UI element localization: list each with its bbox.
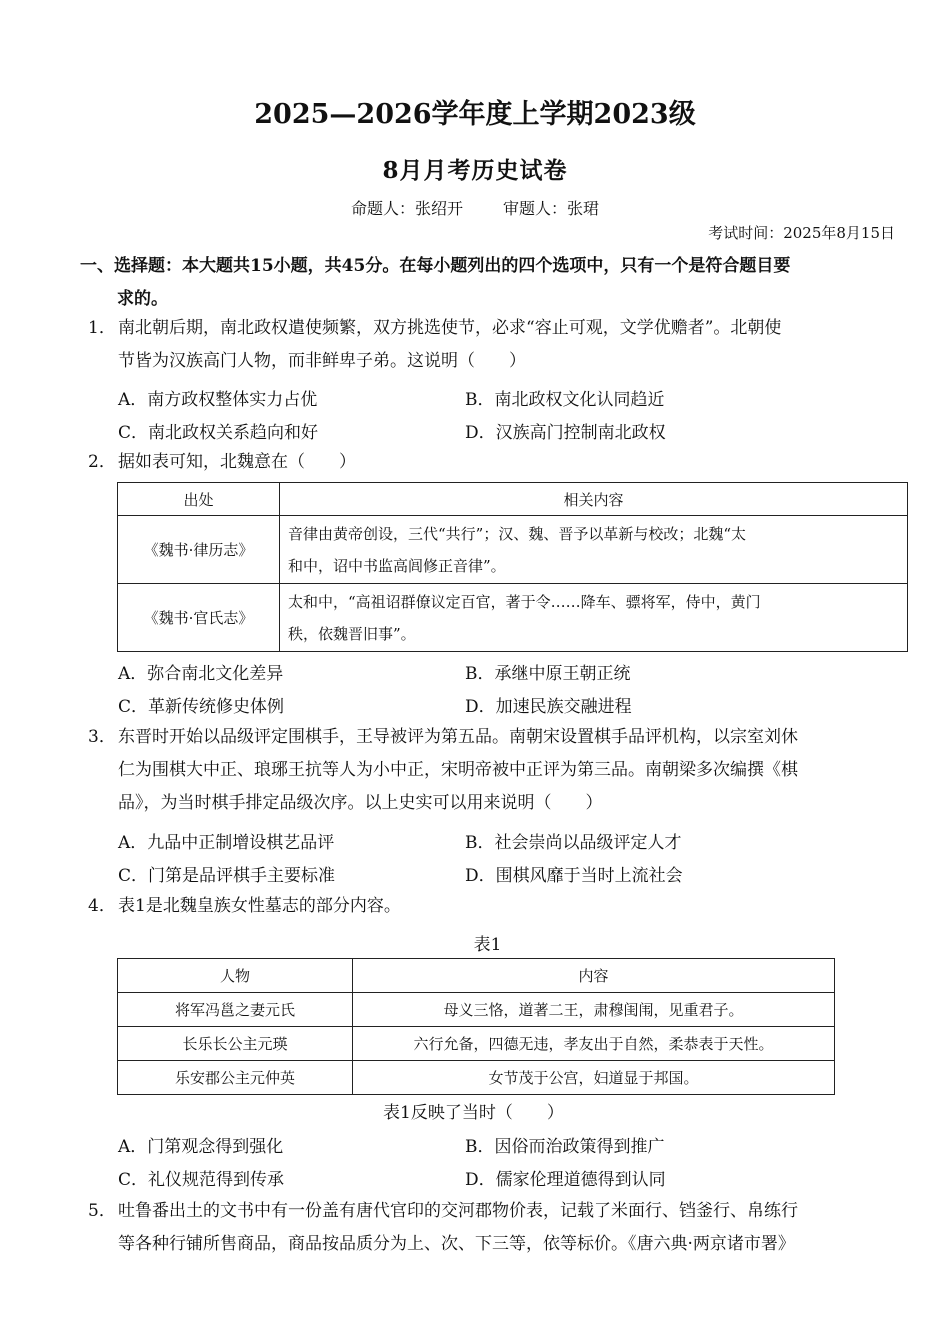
table-header: 内容	[353, 959, 835, 993]
section-heading	[80, 250, 905, 316]
table-header: 人物	[118, 959, 353, 993]
table-cell-line: 秩，依魏晋旧事”。	[288, 624, 416, 643]
question-stem-line: 吐鲁番出土的文书中有一份盖有唐代官印的交河郡物价表，记载了米面行、铛釜行、帛练行	[118, 1201, 798, 1221]
table-cell-line: 音律由黄帝创设，三代“共行”；汉、魏、晋予以革新与校改；北魏“太	[288, 524, 747, 543]
section-heading-line1: 一、选择题：本大题共15小题，共45分。在每小题列出的四个选项中，只有一个是符合题目要	[80, 256, 791, 276]
q2-option-c[interactable]: C．革新传统修史体例	[118, 697, 285, 717]
exam-title-line2: 8月月考历史试卷	[382, 157, 568, 184]
question-stem-line: 节皆为汉族高门人物，而非鲜卑子弟。这说明（ ）	[118, 351, 526, 371]
question-stem-line: 等各种行铺所售商品，商品按品质分为上、次、下三等，依等标价。《唐六典·两京诸市署》	[118, 1234, 795, 1254]
q2-option-d[interactable]: D．加速民族交融进程	[465, 697, 632, 717]
q4-option-d[interactable]: D．儒家伦理道德得到认同	[465, 1170, 666, 1190]
table-caption: 表1	[473, 935, 502, 955]
setter: 命题人：张绍开	[350, 199, 463, 218]
q3-option-a[interactable]: A．九品中正制增设棋艺品评	[118, 833, 335, 853]
q1-option-d[interactable]: D．汉族高门控制南北政权	[465, 423, 666, 443]
table-cell: 将军冯邕之妻元氏	[118, 993, 353, 1027]
question-4	[88, 890, 903, 923]
exam-time: 考试时间：2025年8月15日	[708, 224, 895, 242]
q1-option-a[interactable]: A．南方政权整体实力占优	[118, 390, 318, 410]
table-cell: 《魏书·官氏志》	[118, 584, 280, 652]
q3-option-c[interactable]: C．门第是品评棋手主要标准	[118, 866, 336, 886]
question-number: 3．	[88, 727, 116, 747]
question-stem-line: 南北朝后期，南北政权遣使频繁，双方挑选使节，必求“容止可观，文学优赡者”。北朝使	[118, 318, 782, 338]
q2-table	[117, 482, 908, 652]
table-header: 出处	[118, 483, 280, 516]
table-cell: 《魏书·律历志》	[118, 516, 280, 584]
q4-option-a[interactable]: A．门第观念得到强化	[118, 1137, 284, 1157]
table-cell-line: 和中，诏中书监高闾修正音律”。	[288, 556, 506, 575]
table-after-text: 表1反映了当时（ ）	[383, 1103, 564, 1123]
authors	[0, 196, 950, 219]
q4-option-b[interactable]: B．因俗而治政策得到推广	[465, 1137, 665, 1157]
question-number: 2．	[88, 452, 116, 472]
table-cell	[280, 584, 908, 652]
question-stem-line: 品》，为当时棋手排定品级次序。以上史实可以用来说明（ ）	[118, 793, 603, 813]
exam-title-line1: 2025—2026学年度上学期2023级	[254, 99, 696, 130]
question-stem-line: 表1是北魏皇族女性墓志的部分内容。	[118, 896, 401, 916]
question-number: 5．	[88, 1201, 116, 1221]
table-cell: 六行允备，四德无违，孝友出于自然，柔恭表于天性。	[353, 1027, 835, 1061]
question-5	[88, 1195, 903, 1261]
q2-option-b[interactable]: B．承继中原王朝正统	[465, 664, 631, 684]
q1-option-b[interactable]: B．南北政权文化认同趋近	[465, 390, 665, 410]
table-header: 相关内容	[280, 483, 908, 516]
question-number: 1．	[88, 318, 116, 338]
table-cell: 长乐长公主元瑛	[118, 1027, 353, 1061]
question-3	[88, 721, 903, 820]
q4-option-c[interactable]: C．礼仪规范得到传承	[118, 1170, 285, 1190]
question-stem-line: 东晋时开始以品级评定围棋手，王导被评为第五品。南朝宋设置棋手品评机构，以宗室刘休	[118, 727, 798, 747]
question-1	[88, 312, 903, 378]
q2-option-a[interactable]: A．弥合南北文化差异	[118, 664, 284, 684]
reviewer: 审题人：张珺	[503, 199, 600, 218]
table-cell: 女节茂于公宫，妇道显于邦国。	[353, 1061, 835, 1095]
q3-option-d[interactable]: D．围棋风靡于当时上流社会	[465, 866, 683, 886]
table-cell: 母义三恪，道著二王，肃穆闺闱，见重君子。	[353, 993, 835, 1027]
question-number: 4．	[88, 896, 116, 916]
q1-option-c[interactable]: C．南北政权关系趋向和好	[118, 423, 319, 443]
question-stem-line: 仁为围棋大中正、琅琊王抗等人为小中正，宋明帝被中正评为第三品。南朝梁多次编撰《棋	[118, 760, 798, 780]
q4-table	[117, 958, 835, 1095]
q3-option-b[interactable]: B．社会崇尚以品级评定人才	[465, 833, 682, 853]
table-cell-line: 太和中，“高祖诏群僚议定百官，著于令……降车、骠将军，侍中，黄门	[288, 592, 761, 611]
question-stem-line: 据如表可知，北魏意在（ ）	[118, 452, 356, 472]
table-cell	[280, 516, 908, 584]
question-2	[88, 446, 903, 479]
table-cell: 乐安郡公主元仲英	[118, 1061, 353, 1095]
section-heading-line2: 求的。	[117, 289, 168, 309]
